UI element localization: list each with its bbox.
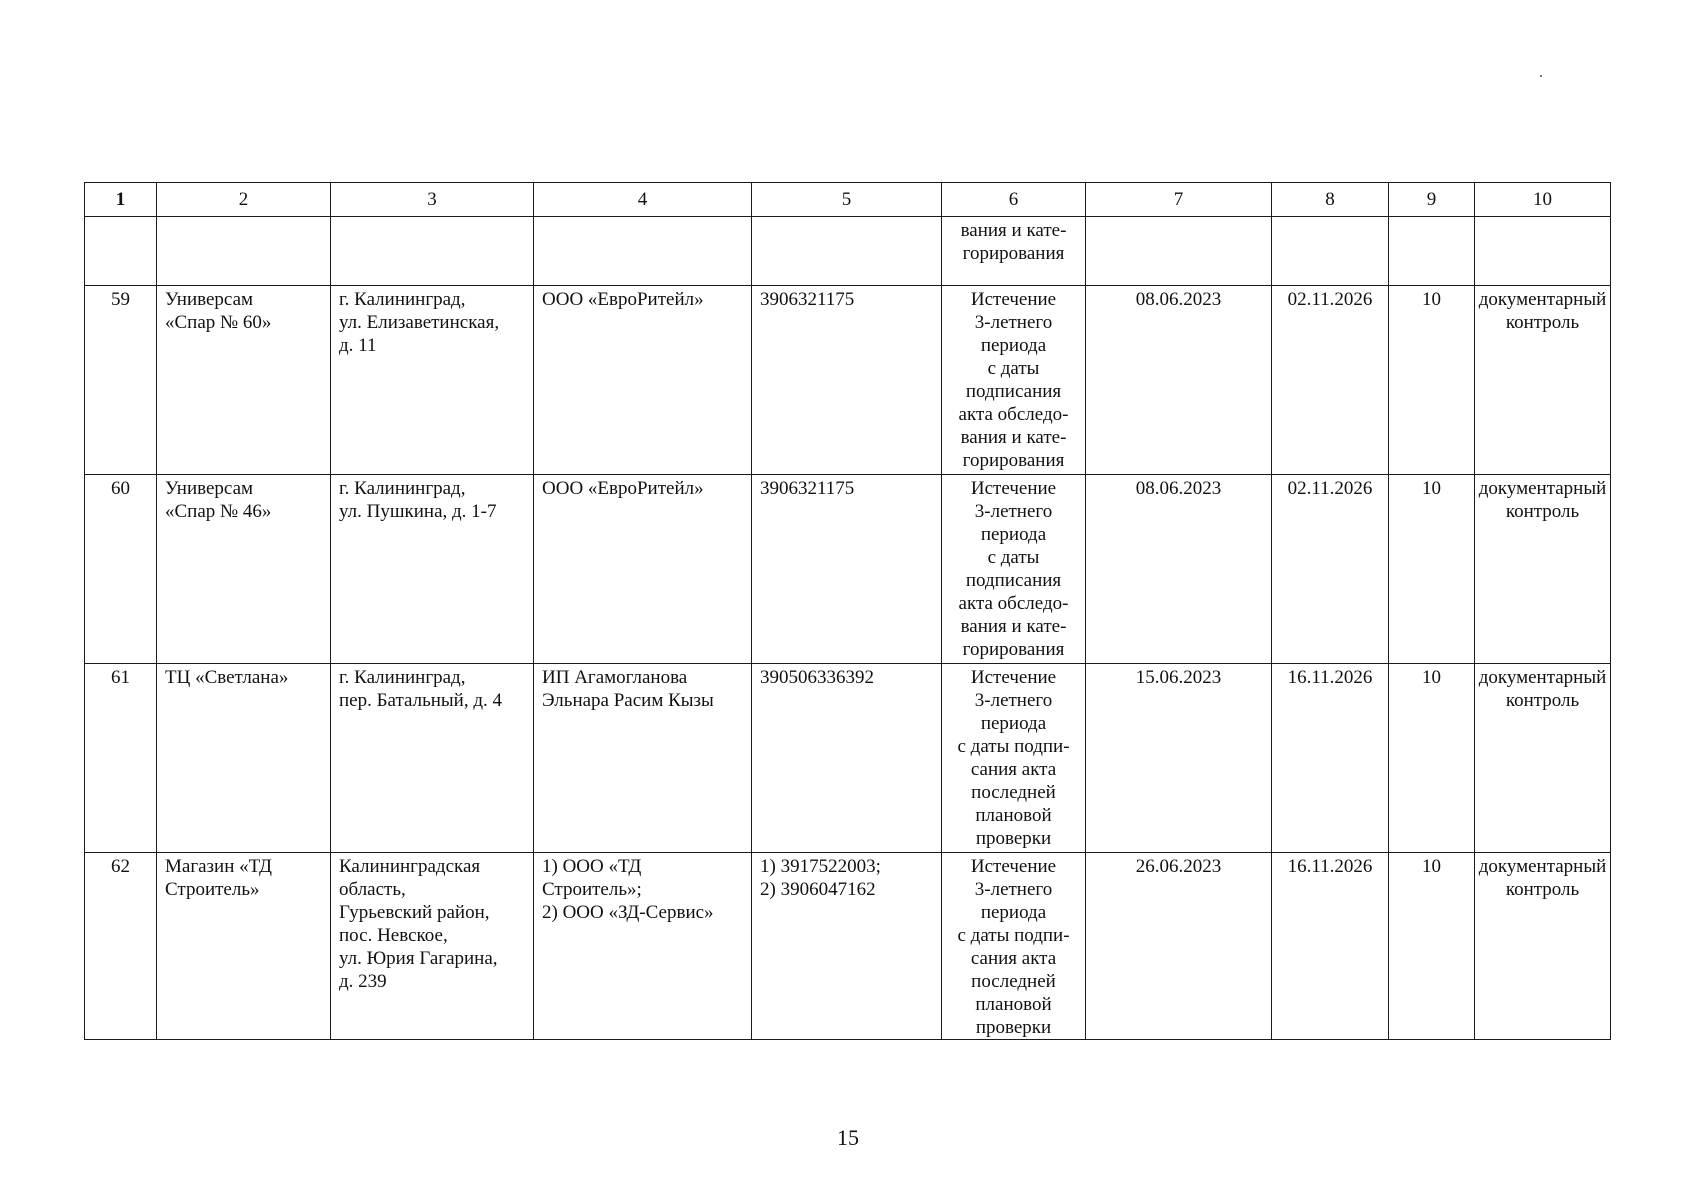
address-line: Гурьевский район,: [339, 902, 490, 923]
address-cell: [331, 286, 534, 475]
table-row: [85, 475, 1611, 664]
inn-cell: [752, 664, 942, 853]
table-cell: [1389, 217, 1475, 286]
inn-line: 2) 3906047162: [760, 879, 876, 900]
basis-line: с даты подпи-: [957, 925, 1070, 946]
inn-line: 390506336392: [760, 667, 874, 688]
last-date-cell: 26.06.2023: [1086, 853, 1272, 1040]
row-number: 59: [85, 286, 157, 475]
address-line: д. 239: [339, 971, 387, 992]
object-line: «Спар № 46»: [165, 501, 272, 522]
basis-line: плановой: [975, 994, 1052, 1015]
owner-cell: [534, 475, 752, 664]
table-cell: [157, 217, 331, 286]
last-date-cell: 15.06.2023: [1086, 664, 1272, 853]
days-cell: 10: [1389, 664, 1475, 853]
owner-line: ООО «ЕвроРитейл»: [542, 289, 704, 310]
object-line: ТЦ «Светлана»: [165, 667, 289, 688]
basis-line: с даты: [987, 547, 1040, 568]
owner-line: Строитель»;: [542, 879, 642, 900]
header-cell: 6: [942, 183, 1086, 217]
object-line: Строитель»: [165, 879, 260, 900]
basis-line: сания акта: [970, 948, 1057, 969]
object-line: «Спар № 60»: [165, 312, 272, 333]
basis-line: проверки: [975, 1017, 1052, 1038]
owner-cell: [534, 853, 752, 1040]
inspection-schedule-table: [84, 182, 1611, 1040]
row-number: 62: [85, 853, 157, 1040]
address-cell: [331, 853, 534, 1040]
control-line: контроль: [1505, 312, 1580, 333]
control-line: контроль: [1505, 879, 1580, 900]
basis-line: Истечение: [970, 478, 1057, 499]
header-cell: 3: [331, 183, 534, 217]
basis-line: горирования: [962, 639, 1065, 660]
basis-line: 3-летнего: [974, 690, 1053, 711]
next-date-cell: 16.11.2026: [1272, 664, 1389, 853]
owner-line: 1) ООО «ТД: [542, 856, 642, 877]
object-line: Универсам: [165, 289, 254, 310]
inn-cell: [752, 286, 942, 475]
control-line: документарный: [1478, 856, 1607, 877]
days-cell: 10: [1389, 475, 1475, 664]
basis-line: вания и кате-: [960, 616, 1067, 637]
address-line: ул. Пушкина, д. 1-7: [339, 501, 497, 522]
basis-line: 3-летнего: [974, 312, 1053, 333]
control-line: документарный: [1478, 478, 1607, 499]
basis-line: Истечение: [970, 667, 1057, 688]
basis-line: вания и кате-: [960, 427, 1067, 448]
row-number: 60: [85, 475, 157, 664]
header-cell: 1: [85, 183, 157, 217]
address-line: область,: [339, 879, 406, 900]
scan-speck: [1540, 75, 1542, 77]
basis-line: последней: [971, 782, 1056, 803]
owner-line: ИП Агамогланова: [542, 667, 688, 688]
page-number: 15: [837, 1125, 859, 1150]
next-date-cell: 02.11.2026: [1272, 286, 1389, 475]
basis-cell: [942, 217, 1086, 286]
address-line: г. Калининград,: [339, 289, 466, 310]
basis-line: проверки: [975, 828, 1052, 849]
next-date-cell: 02.11.2026: [1272, 475, 1389, 664]
header-cell: 9: [1389, 183, 1475, 217]
basis-line: Истечение: [970, 289, 1057, 310]
address-line: г. Калининград,: [339, 478, 466, 499]
inn-cell: [752, 475, 942, 664]
header-cell: 4: [534, 183, 752, 217]
basis-cell: [942, 475, 1086, 664]
object-line: Магазин «ТД: [165, 856, 273, 877]
basis-line: последней: [971, 971, 1056, 992]
object-name-cell: [157, 286, 331, 475]
basis-line: горирования: [962, 243, 1065, 264]
address-line: пер. Батальный, д. 4: [339, 690, 503, 711]
owner-cell: [534, 286, 752, 475]
basis-cell: [942, 853, 1086, 1040]
address-line: г. Калининград,: [339, 667, 466, 688]
address-line: пос. Невское,: [339, 925, 448, 946]
basis-line: с даты: [987, 358, 1040, 379]
table-cell: [85, 217, 157, 286]
owner-line: 2) ООО «ЗД-Сервис»: [542, 902, 714, 923]
basis-line: периода: [980, 524, 1047, 545]
basis-line: периода: [980, 335, 1047, 356]
header-cell: 7: [1086, 183, 1272, 217]
basis-line: Истечение: [970, 856, 1057, 877]
inn-line: 3906321175: [760, 289, 855, 310]
object-name-cell: [157, 475, 331, 664]
table-row: [85, 853, 1611, 1040]
table-row: [85, 664, 1611, 853]
header-row: [85, 183, 1611, 217]
next-date-cell: 16.11.2026: [1272, 853, 1389, 1040]
control-cell: [1475, 286, 1611, 475]
continuation-row: [85, 217, 1611, 286]
row-number: 61: [85, 664, 157, 853]
inn-cell: [752, 853, 942, 1040]
address-line: ул. Елизаветинская,: [339, 312, 500, 333]
object-name-cell: [157, 853, 331, 1040]
table-row: [85, 286, 1611, 475]
address-cell: [331, 664, 534, 853]
basis-line: сания акта: [970, 759, 1057, 780]
control-line: контроль: [1505, 690, 1580, 711]
header-cell: 10: [1475, 183, 1611, 217]
control-cell: [1475, 853, 1611, 1040]
basis-line: периода: [980, 902, 1047, 923]
basis-line: вания и кате-: [960, 220, 1067, 241]
owner-line: Эльнара Расим Кызы: [542, 690, 714, 711]
address-line: Калининградская: [339, 856, 481, 877]
address-line: д. 11: [339, 335, 377, 356]
header-cell: 5: [752, 183, 942, 217]
days-cell: 10: [1389, 286, 1475, 475]
basis-line: 3-летнего: [974, 501, 1053, 522]
basis-line: горирования: [962, 450, 1065, 471]
table-cell: [331, 217, 534, 286]
basis-line: подписания: [965, 570, 1062, 591]
table-cell: [752, 217, 942, 286]
owner-cell: [534, 664, 752, 853]
last-date-cell: 08.06.2023: [1086, 475, 1272, 664]
basis-line: акта обследо-: [958, 593, 1069, 614]
object-name-cell: [157, 664, 331, 853]
inn-line: 3906321175: [760, 478, 855, 499]
table-cell: [1272, 217, 1389, 286]
basis-line: 3-летнего: [974, 879, 1053, 900]
basis-line: подписания: [965, 381, 1062, 402]
header-cell: 8: [1272, 183, 1389, 217]
table-cell: [1086, 217, 1272, 286]
basis-line: периода: [980, 713, 1047, 734]
control-cell: [1475, 475, 1611, 664]
control-line: документарный: [1478, 289, 1607, 310]
control-cell: [1475, 664, 1611, 853]
object-line: Универсам: [165, 478, 254, 499]
basis-cell: [942, 286, 1086, 475]
inn-line: 1) 3917522003;: [760, 856, 881, 877]
control-line: документарный: [1478, 667, 1607, 688]
basis-line: с даты подпи-: [957, 736, 1070, 757]
basis-line: акта обследо-: [958, 404, 1069, 425]
owner-line: ООО «ЕвроРитейл»: [542, 478, 704, 499]
table-cell: [1475, 217, 1611, 286]
address-cell: [331, 475, 534, 664]
control-line: контроль: [1505, 501, 1580, 522]
basis-cell: [942, 664, 1086, 853]
header-cell: 2: [157, 183, 331, 217]
table-cell: [534, 217, 752, 286]
basis-line: плановой: [975, 805, 1052, 826]
last-date-cell: 08.06.2023: [1086, 286, 1272, 475]
days-cell: 10: [1389, 853, 1475, 1040]
address-line: ул. Юрия Гагарина,: [339, 948, 498, 969]
